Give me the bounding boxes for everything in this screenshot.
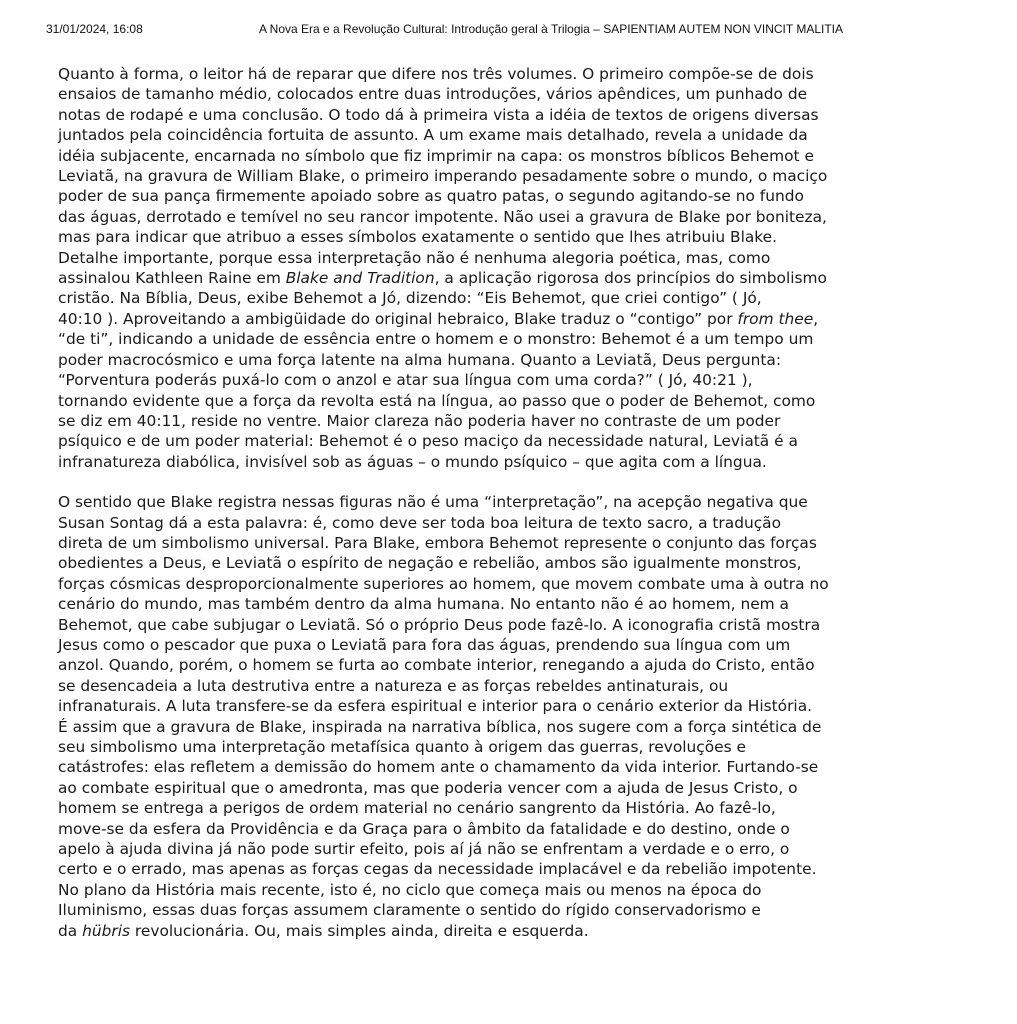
text-segment: se desencadeia a luta destrutiva entre a natureza e as forças rebeldes antinaturais, ou xyxy=(58,676,729,695)
text-line xyxy=(58,186,938,206)
text-segment: idéia subjacente, encarnada no símbolo que fiz imprimir na capa: os monstros bíblicos Behemot e xyxy=(58,146,814,165)
text-segment: mas para indicar que atribuo a esses símbolos exatamente o sentido que lhes atribuiu Blake. xyxy=(58,228,778,247)
text-segment: “de ti”, indicando a unidade de essência entre o homem e o monstro: Behemot é a um tempo um xyxy=(58,330,814,349)
text-segment: Jesus como o pescador que puxa o Leviatã para fora das águas, prendendo sua língua com um xyxy=(58,635,791,654)
text-segment: É assim que a gravura de Blake, inspirada na narrativa bíblica, nos sugere com a força sintética de xyxy=(58,717,822,736)
text-line xyxy=(58,207,938,227)
text-line xyxy=(58,492,938,512)
text-segment: psíquico e de um poder material: Behemot é o peso maciço da necessidade natural, Leviatã é a xyxy=(58,432,798,451)
text-segment: ao combate espiritual que o amedronta, mas que poderia vencer com a ajuda de Jesus Cristo, o xyxy=(58,778,798,797)
text-segment: obedientes a Deus, e Leviatã o espírito de negação e rebelião, ambos são igualmente monstros, xyxy=(58,554,802,573)
text-line xyxy=(58,900,938,920)
text-segment: direta de um simbolismo universal. Para Blake, embora Behemot represente o conjunto das forças xyxy=(58,533,817,552)
text-line xyxy=(58,391,938,411)
text-line xyxy=(58,227,938,247)
text-segment: revolucionária. Ou, mais simples ainda, direita e esquerda. xyxy=(130,921,589,940)
text-line xyxy=(58,105,938,125)
text-segment: poder macrocósmico e uma força latente na alma humana. Quanto a Leviatã, Deus pergunta: xyxy=(58,350,782,369)
text-segment: O sentido que Blake registra nessas figuras não é uma “interpretação”, na acepção negativa que xyxy=(58,493,808,512)
text-segment: certo e o errado, mas apenas as forças cegas da necessidade implacável e da rebelião impotente. xyxy=(58,860,817,879)
text-line xyxy=(58,859,938,879)
text-segment: infranatureza diabólica, invisível sob as águas – o mundo psíquico – que agita com a língua. xyxy=(58,452,767,471)
text-segment: 40:10 ). Aproveitando a ambigüidade do original hebraico, Blake traduz o “contigo” por xyxy=(58,309,738,328)
text-line xyxy=(58,64,938,84)
text-segment: Susan Sontag dá a esta palavra: é, como deve ser toda boa leitura de texto sacro, a tradução xyxy=(58,513,782,532)
text-line xyxy=(58,696,938,716)
text-line xyxy=(58,125,938,145)
text-line xyxy=(58,717,938,737)
text-line xyxy=(58,574,938,594)
text-line xyxy=(58,594,938,614)
text-line xyxy=(58,778,938,798)
text-segment: Leviatã, na gravura de William Blake, o primeiro imperando pesadamente sobre o mundo, o maciço xyxy=(58,167,828,186)
text-segment: Detalhe importante, porque essa interpretação não é nenhuma alegoria poética, mas, como xyxy=(58,248,771,267)
italic-title: Blake and Tradition xyxy=(285,269,435,288)
paragraph xyxy=(58,492,938,941)
text-segment: catástrofes: elas refletem a demissão do homem ante o chamamento da vida interior. Furtando-se xyxy=(58,758,819,777)
text-line xyxy=(58,921,938,941)
text-line xyxy=(58,166,938,186)
text-line xyxy=(58,268,938,288)
text-segment: “Porventura poderás puxá-lo com o anzol e atar sua língua com uma corda?” ( Jó, 40:21 ), xyxy=(58,371,753,390)
text-segment: forças cósmicas desproporcionalmente superiores ao homem, que movem combate uma à outra no xyxy=(58,574,829,593)
text-segment: notas de rodapé e uma conclusão. O todo dá à primeira vista a idéia de textos de origens diversas xyxy=(58,105,819,124)
text-segment: , xyxy=(813,309,819,328)
text-line xyxy=(58,288,938,308)
text-segment: poder de sua pança firmemente apoiado sobre as quatro patas, o segundo agitando-se no fundo xyxy=(58,187,804,206)
text-segment: Behemot, que cabe subjugar o Leviatã. Só o próprio Deus pode fazê-lo. A iconografia cristã mostra xyxy=(58,615,821,634)
text-segment: Quanto à forma, o leitor há de reparar que difere nos três volumes. O primeiro compõe-se de dois xyxy=(58,65,814,83)
text-line xyxy=(58,350,938,370)
text-segment: assinalou Kathleen Raine em xyxy=(58,269,286,288)
print-datetime: 31/01/2024, 16:08 xyxy=(46,22,143,36)
text-line xyxy=(58,839,938,859)
text-segment: infranaturais. A luta transfere-se da esfera espiritual e interior para o cenário exterior da História. xyxy=(58,697,813,716)
text-line xyxy=(58,757,938,777)
text-line xyxy=(58,452,938,472)
page-title: A Nova Era e a Revolução Cultural: Introdução geral à Trilogia – SAPIENTIAM AUTEM NON VINCIT MALITIA xyxy=(259,22,844,36)
text-line xyxy=(58,655,938,675)
text-segment: anzol. Quando, porém, o homem se furta ao combate interior, renegando a ajuda do Cristo, então xyxy=(58,656,815,675)
page-header xyxy=(46,22,977,38)
text-segment: tornando evidente que a força da revolta está na língua, ao passo que o poder de Behemot, como xyxy=(58,391,816,410)
italic-title: from thee xyxy=(737,309,814,328)
text-segment: No plano da História mais recente, isto é, no ciclo que começa mais ou menos na época do xyxy=(58,880,762,899)
text-segment: homem se entrega a perigos de ordem material no cenário sangrento da História. Ao fazê-lo, xyxy=(58,799,776,818)
text-segment: move-se da esfera da Providência e da Graça para o âmbito da fatalidade e do destino, onde o xyxy=(58,819,790,838)
text-line xyxy=(58,880,938,900)
article-body xyxy=(58,64,938,961)
text-line xyxy=(58,248,938,268)
text-line xyxy=(58,737,938,757)
text-line xyxy=(58,635,938,655)
text-line xyxy=(58,819,938,839)
text-segment: apelo à ajuda divina já não pode surtir efeito, pois aí já não se enfrentam a verdade e o erro, o xyxy=(58,840,790,859)
text-segment: se diz em 40:11, reside no ventre. Maior clareza não poderia haver no contraste de um poder xyxy=(58,411,781,430)
text-line xyxy=(58,309,938,329)
text-line xyxy=(58,615,938,635)
text-line xyxy=(58,513,938,533)
text-segment: cenário do mundo, mas também dentro da alma humana. No entanto não é ao homem, nem a xyxy=(58,595,789,614)
text-segment: da xyxy=(58,921,83,940)
text-segment: Iluminismo, essas duas forças assumem claramente o sentido do rígido conservadorismo e xyxy=(58,901,761,920)
text-segment: cristão. Na Bíblia, Deus, exibe Behemot a Jó, dizendo: “Eis Behemot, que criei contigo” ( Jó, xyxy=(58,289,762,308)
text-line xyxy=(58,798,938,818)
text-segment: ensaios de tamanho médio, colocados entre duas introduções, vários apêndices, um punhado de xyxy=(58,85,808,104)
paragraph xyxy=(58,64,938,472)
text-line xyxy=(58,84,938,104)
text-segment: , a aplicação rigorosa dos princípios do simbolismo xyxy=(434,269,827,288)
italic-title: hübris xyxy=(82,921,130,940)
text-line xyxy=(58,370,938,390)
text-line xyxy=(58,329,938,349)
text-segment: juntados pela coincidência fortuita de assunto. A um exame mais detalhado, revela a unidade da xyxy=(58,126,808,145)
text-line xyxy=(58,411,938,431)
text-line xyxy=(58,553,938,573)
text-line xyxy=(58,676,938,696)
text-segment: das águas, derrotado e temível no seu rancor impotente. Não usei a gravura de Blake por boniteza, xyxy=(58,207,827,226)
text-line xyxy=(58,431,938,451)
text-line xyxy=(58,533,938,553)
text-line xyxy=(58,146,938,166)
text-segment: seu simbolismo uma interpretação metafísica quanto à origem das guerras, revoluções e xyxy=(58,738,746,756)
